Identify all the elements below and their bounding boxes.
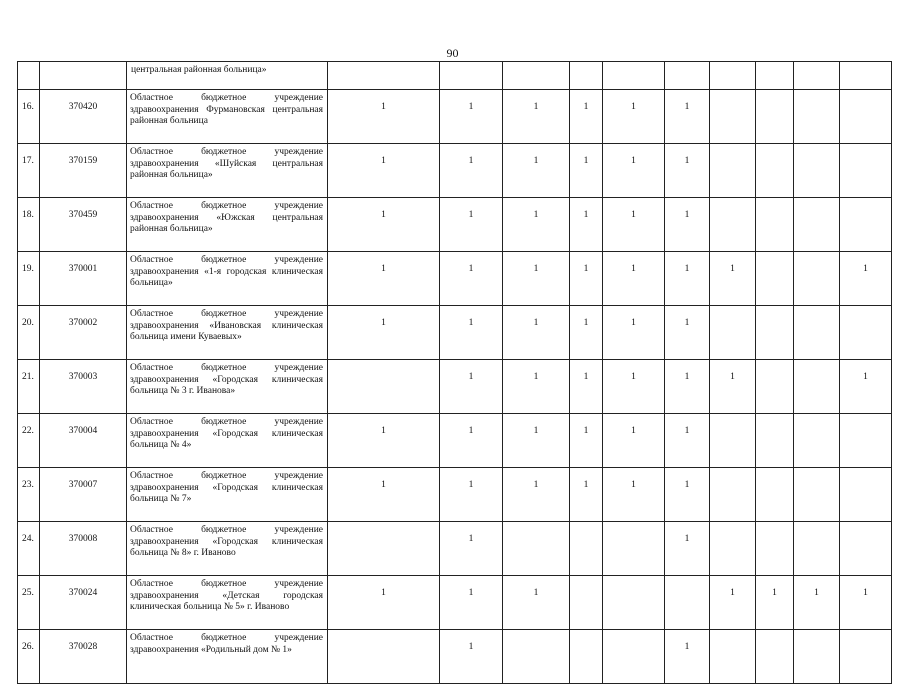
value-cell: 1 xyxy=(603,198,665,252)
value-cell: 1 xyxy=(665,360,710,414)
value-cell xyxy=(756,198,794,252)
value-cell: 1 xyxy=(665,468,710,522)
value-cell xyxy=(570,576,603,630)
institution-name: Областное бюджетное учреждение здравоохранения «Родильный дом № 1» xyxy=(127,630,328,684)
value-cell: 1 xyxy=(603,144,665,198)
value-cell xyxy=(840,144,892,198)
institution-name: Областное бюджетное учреждение здравоохранения «Ивановская клиническая больница имени Куваевых» xyxy=(127,306,328,360)
value-cell: 1 xyxy=(440,90,503,144)
value-cell: 1 xyxy=(570,198,603,252)
value-cell xyxy=(710,468,756,522)
value-cell xyxy=(840,522,892,576)
mo-code: 370420 xyxy=(40,90,127,144)
value-cell xyxy=(840,198,892,252)
value-cell xyxy=(794,468,840,522)
value-cell xyxy=(756,414,794,468)
value-cell: 1 xyxy=(665,90,710,144)
value-cell xyxy=(794,198,840,252)
value-cell xyxy=(603,576,665,630)
value-cell xyxy=(840,630,892,684)
value-cell: 1 xyxy=(328,468,440,522)
value-cell xyxy=(756,144,794,198)
value-cell xyxy=(840,468,892,522)
value-cell: 1 xyxy=(665,414,710,468)
institution-name: Областное бюджетное учреждение здравоохранения Фурмановская центральная районная больница xyxy=(127,90,328,144)
value-cell xyxy=(710,522,756,576)
table-row xyxy=(18,252,892,306)
value-cell xyxy=(710,306,756,360)
value-cell: 1 xyxy=(794,576,840,630)
value-cell: 1 xyxy=(756,576,794,630)
value-cell: 1 xyxy=(440,360,503,414)
institution-name: Областное бюджетное учреждение здравоохранения «Городская клиническая больница № 7» xyxy=(127,468,328,522)
value-cell xyxy=(503,630,570,684)
value-cell xyxy=(328,522,440,576)
value-cell xyxy=(710,630,756,684)
table-row xyxy=(18,522,892,576)
value-cell xyxy=(794,252,840,306)
value-cell: 1 xyxy=(665,198,710,252)
institution-name: Областное бюджетное учреждение здравоохранения «Городская клиническая больница № 3 г. Иванова» xyxy=(127,360,328,414)
value-cell: 1 xyxy=(570,90,603,144)
value-cell: 1 xyxy=(440,306,503,360)
num-cell xyxy=(18,62,40,90)
value-cell xyxy=(710,144,756,198)
value-cell: 1 xyxy=(440,522,503,576)
table-row xyxy=(18,414,892,468)
table-row xyxy=(18,306,892,360)
value-cell xyxy=(794,522,840,576)
row-number: 19. xyxy=(18,252,40,306)
value-cell: 1 xyxy=(570,414,603,468)
value-cell: 1 xyxy=(665,306,710,360)
value-cell: 1 xyxy=(570,468,603,522)
table-row xyxy=(18,630,892,684)
row-number: 18. xyxy=(18,198,40,252)
institution-name: Областное бюджетное учреждение здравоохранения «Городская клиническая больница № 8» г. Иваново xyxy=(127,522,328,576)
value-cell: 1 xyxy=(503,576,570,630)
row-number: 16. xyxy=(18,90,40,144)
value-cell: 1 xyxy=(710,252,756,306)
value-cell xyxy=(756,630,794,684)
value-cell xyxy=(794,360,840,414)
value-cell xyxy=(665,576,710,630)
value-cell xyxy=(710,90,756,144)
value-cell: 1 xyxy=(328,198,440,252)
institution-name: Областное бюджетное учреждение здравоохранения «Детская городская клиническая больница № 5» г. Иваново xyxy=(127,576,328,630)
value-cell: 1 xyxy=(328,414,440,468)
mo-code: 370459 xyxy=(40,198,127,252)
value-cell: 1 xyxy=(440,198,503,252)
value-cell xyxy=(756,522,794,576)
institution-name: Областное бюджетное учреждение здравоохранения «Шуйская центральная районная больница» xyxy=(127,144,328,198)
table-row xyxy=(18,90,892,144)
value-cell: 1 xyxy=(603,90,665,144)
value-cell: 1 xyxy=(840,252,892,306)
value-cell: 1 xyxy=(503,144,570,198)
value-cell: 1 xyxy=(603,252,665,306)
mo-code: 370028 xyxy=(40,630,127,684)
name-cell: центральная районная больница» xyxy=(127,62,328,90)
table-row xyxy=(18,360,892,414)
row-number: 25. xyxy=(18,576,40,630)
value-cell: 1 xyxy=(440,144,503,198)
institution-name: Областное бюджетное учреждение здравоохранения «Городская клиническая больница № 4» xyxy=(127,414,328,468)
value-cell: 1 xyxy=(440,414,503,468)
value-cell: 1 xyxy=(603,306,665,360)
value-cell: 1 xyxy=(840,360,892,414)
value-cell: 1 xyxy=(503,198,570,252)
value-cell: 1 xyxy=(328,306,440,360)
row-number: 21. xyxy=(18,360,40,414)
value-cell: 1 xyxy=(710,576,756,630)
value-cell xyxy=(328,360,440,414)
institution-name: Областное бюджетное учреждение здравоохранения «1-я городская клиническая больница» xyxy=(127,252,328,306)
value-cell: 1 xyxy=(440,630,503,684)
value-cell xyxy=(794,144,840,198)
value-cell xyxy=(503,522,570,576)
value-cell xyxy=(570,522,603,576)
value-cell xyxy=(794,90,840,144)
value-cell xyxy=(794,306,840,360)
continuation-row xyxy=(18,62,892,90)
value-cell: 1 xyxy=(665,144,710,198)
value-cell: 1 xyxy=(328,144,440,198)
value-cell: 1 xyxy=(665,252,710,306)
table-row xyxy=(18,468,892,522)
value-cell xyxy=(603,630,665,684)
table-row xyxy=(18,144,892,198)
mo-code: 370007 xyxy=(40,468,127,522)
mo-code: 370024 xyxy=(40,576,127,630)
value-cell: 1 xyxy=(570,306,603,360)
value-cell xyxy=(328,630,440,684)
value-cell xyxy=(756,360,794,414)
value-cell: 1 xyxy=(440,576,503,630)
value-cell: 1 xyxy=(603,468,665,522)
value-cell xyxy=(840,414,892,468)
value-cell xyxy=(570,630,603,684)
value-cell xyxy=(756,468,794,522)
value-cell: 1 xyxy=(570,360,603,414)
row-number: 20. xyxy=(18,306,40,360)
value-cell: 1 xyxy=(570,252,603,306)
table-row xyxy=(18,576,892,630)
mo-code: 370003 xyxy=(40,360,127,414)
value-cell xyxy=(756,306,794,360)
value-cell xyxy=(756,252,794,306)
value-cell xyxy=(794,414,840,468)
row-number: 17. xyxy=(18,144,40,198)
mo-code: 370002 xyxy=(40,306,127,360)
table-row xyxy=(18,198,892,252)
value-cell xyxy=(756,90,794,144)
value-cell xyxy=(840,306,892,360)
value-cell: 1 xyxy=(665,522,710,576)
value-cell: 1 xyxy=(840,576,892,630)
value-cell: 1 xyxy=(503,306,570,360)
value-cell: 1 xyxy=(503,90,570,144)
institution-name: Областное бюджетное учреждение здравоохранения «Южская центральная районная больница» xyxy=(127,198,328,252)
value-cell: 1 xyxy=(603,360,665,414)
value-cell: 1 xyxy=(440,468,503,522)
value-cell: 1 xyxy=(603,414,665,468)
row-number: 24. xyxy=(18,522,40,576)
value-cell: 1 xyxy=(440,252,503,306)
value-cell: 1 xyxy=(710,360,756,414)
mo-code: 370004 xyxy=(40,414,127,468)
page-number: 90 xyxy=(446,46,459,60)
row-number: 26. xyxy=(18,630,40,684)
hospital-table xyxy=(17,61,892,684)
value-cell: 1 xyxy=(503,360,570,414)
row-number: 23. xyxy=(18,468,40,522)
row-number: 22. xyxy=(18,414,40,468)
value-cell: 1 xyxy=(570,144,603,198)
value-cell: 1 xyxy=(328,576,440,630)
mo-code: 370159 xyxy=(40,144,127,198)
value-cell: 1 xyxy=(328,90,440,144)
value-cell xyxy=(710,198,756,252)
mo-code: 370001 xyxy=(40,252,127,306)
value-cell xyxy=(840,90,892,144)
code-cell xyxy=(40,62,127,90)
value-cell: 1 xyxy=(503,252,570,306)
value-cell: 1 xyxy=(503,468,570,522)
mo-code: 370008 xyxy=(40,522,127,576)
value-cell xyxy=(603,522,665,576)
value-cell xyxy=(710,414,756,468)
value-cell xyxy=(794,630,840,684)
value-cell: 1 xyxy=(328,252,440,306)
value-cell: 1 xyxy=(503,414,570,468)
value-cell: 1 xyxy=(665,630,710,684)
